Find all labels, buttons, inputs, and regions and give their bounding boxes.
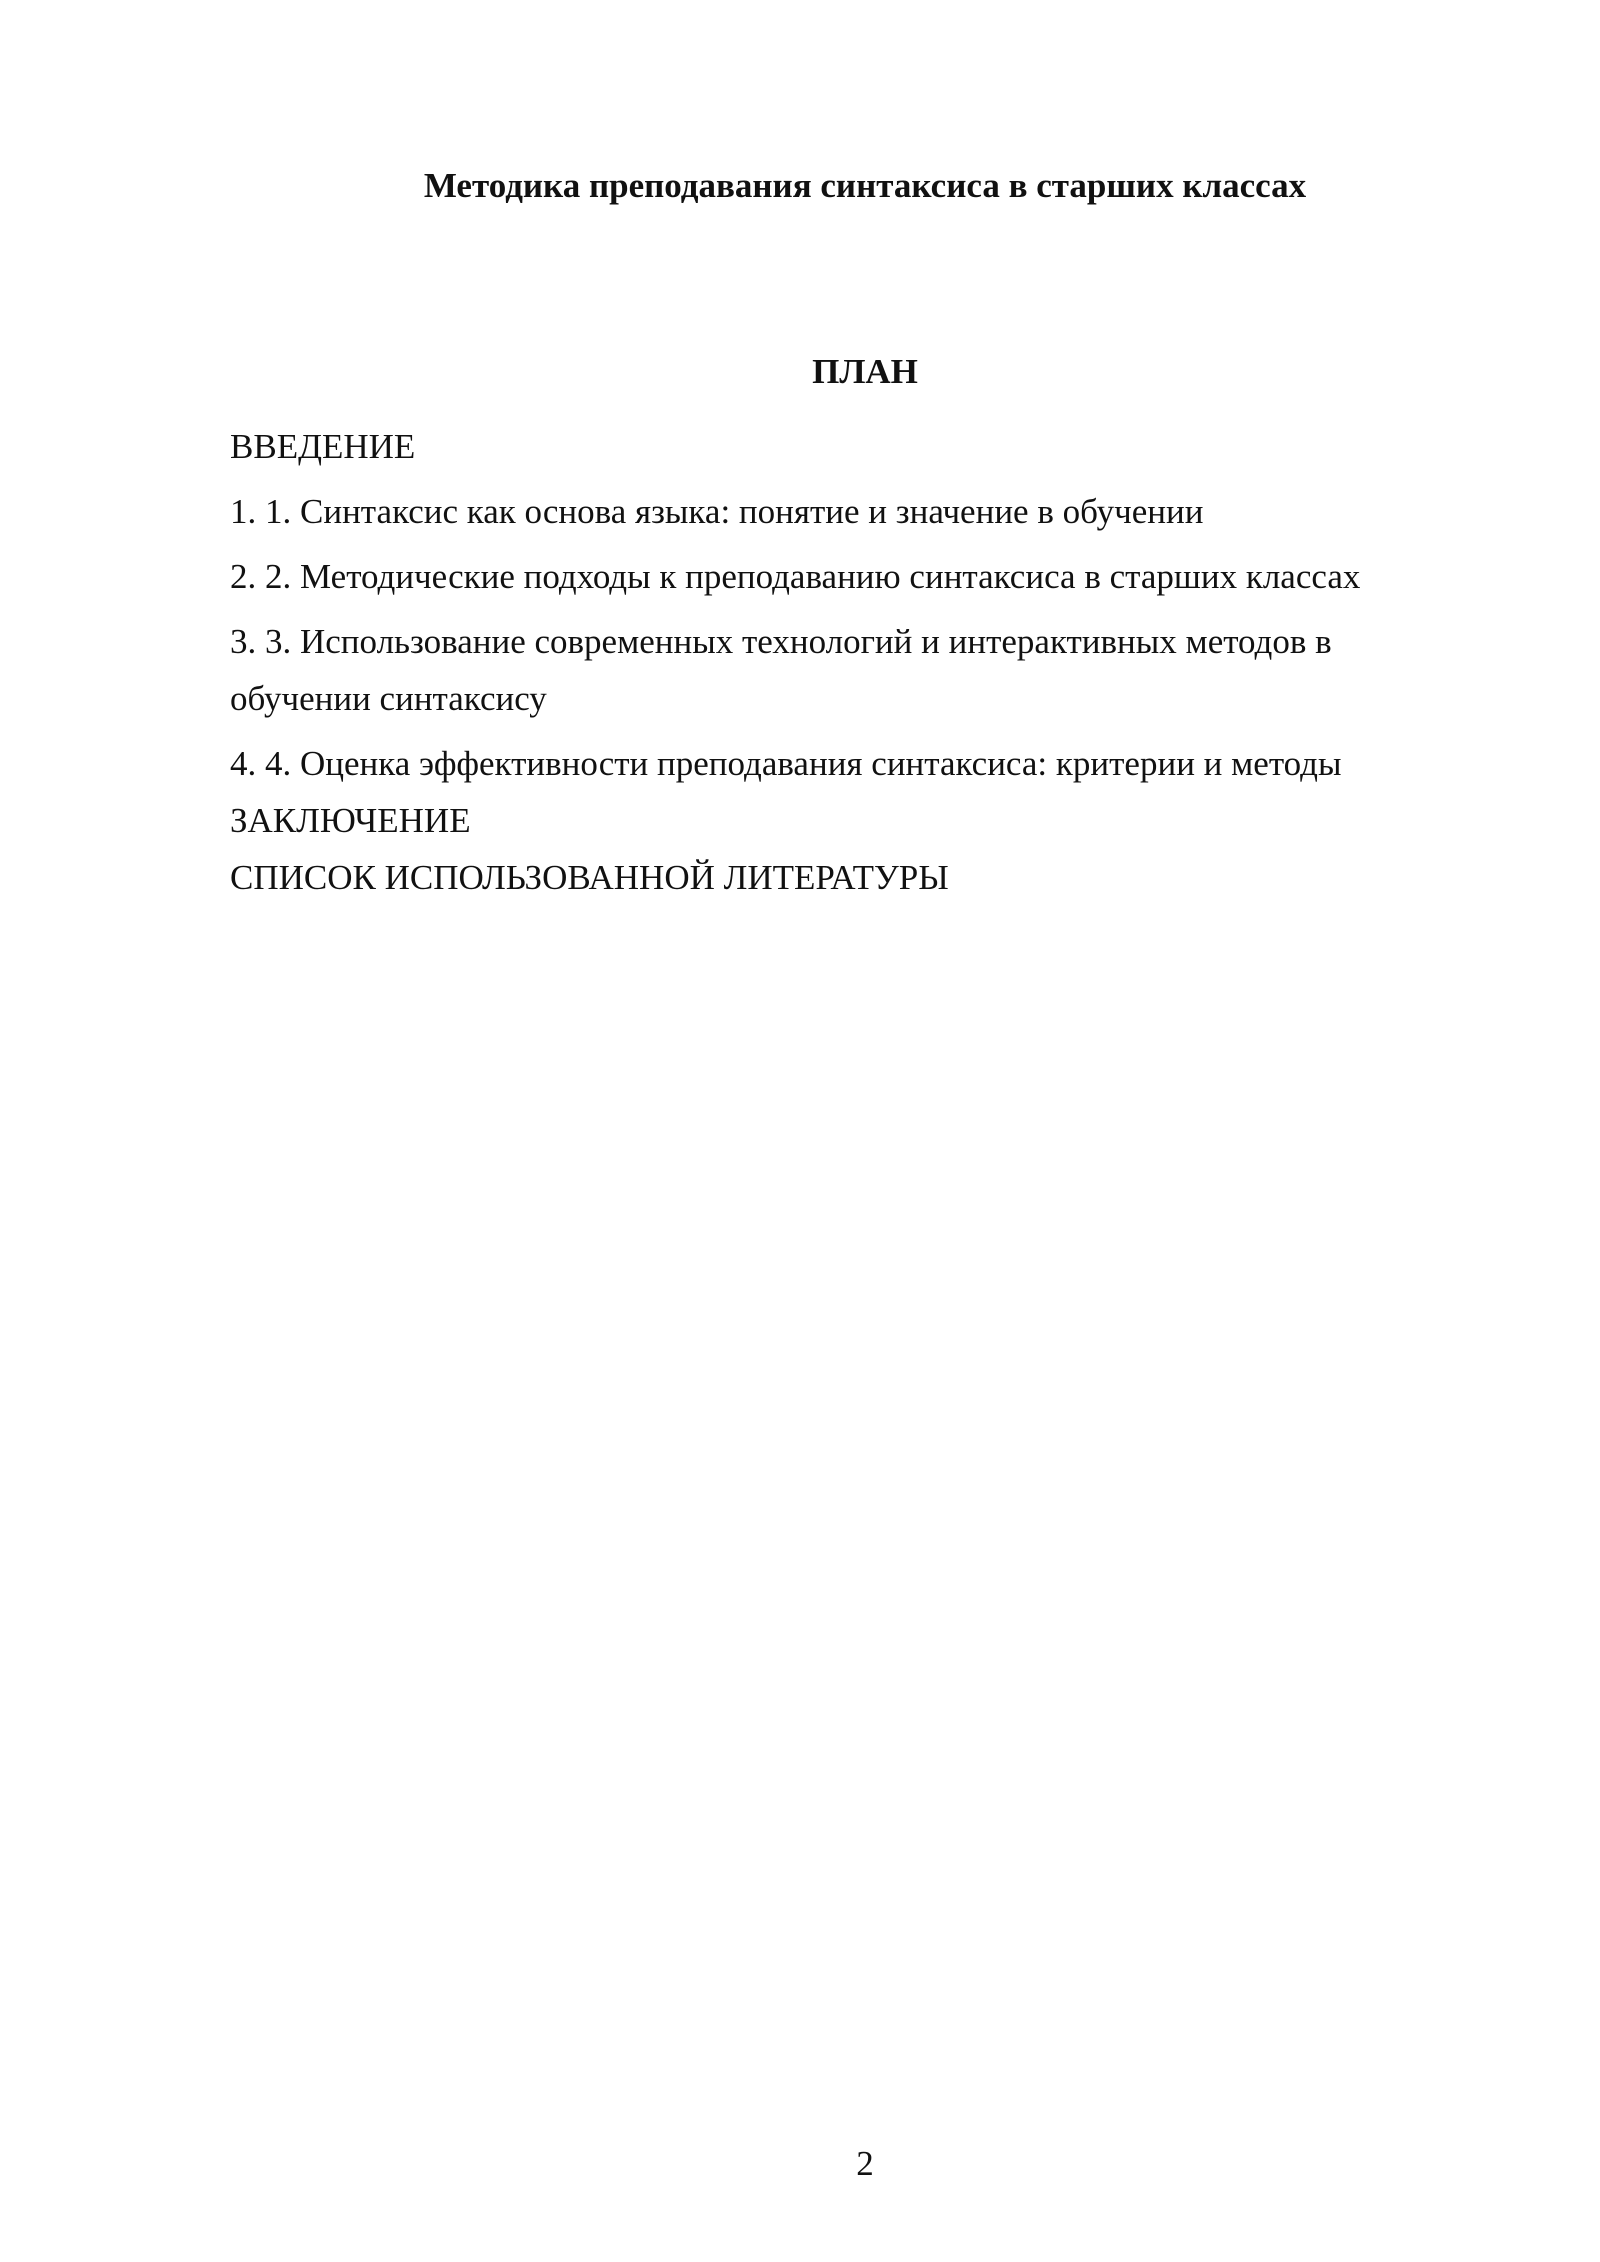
document-title: Методика преподавания синтаксиса в старших классах: [423, 166, 1307, 205]
toc-item-chapter-2: 2. 2. Методические подходы к преподаванию синтаксиса в старших классах: [230, 557, 1361, 596]
toc-item-conclusion: ЗАКЛЮЧЕНИЕ: [230, 801, 471, 840]
toc-item-references: СПИСОК ИСПОЛЬЗОВАННОЙ ЛИТЕРАТУРЫ: [230, 858, 949, 897]
toc-item-chapter-4: 4. 4. Оценка эффективности преподавания синтаксиса: критерии и методы: [230, 744, 1342, 783]
toc-item-chapter-1: 1. 1. Синтаксис как основа языка: понятие и значение в обучении: [230, 492, 1204, 531]
page-number: 2: [856, 2144, 874, 2183]
table-of-contents: [230, 418, 1480, 914]
toc-item-chapter-3: 3. 3. Использование современных технологий и интерактивных методов в обучении синтаксису: [230, 622, 1332, 718]
plan-heading: ПЛАН: [812, 352, 918, 391]
toc-item-introduction: ВВЕДЕНИЕ: [230, 427, 416, 466]
